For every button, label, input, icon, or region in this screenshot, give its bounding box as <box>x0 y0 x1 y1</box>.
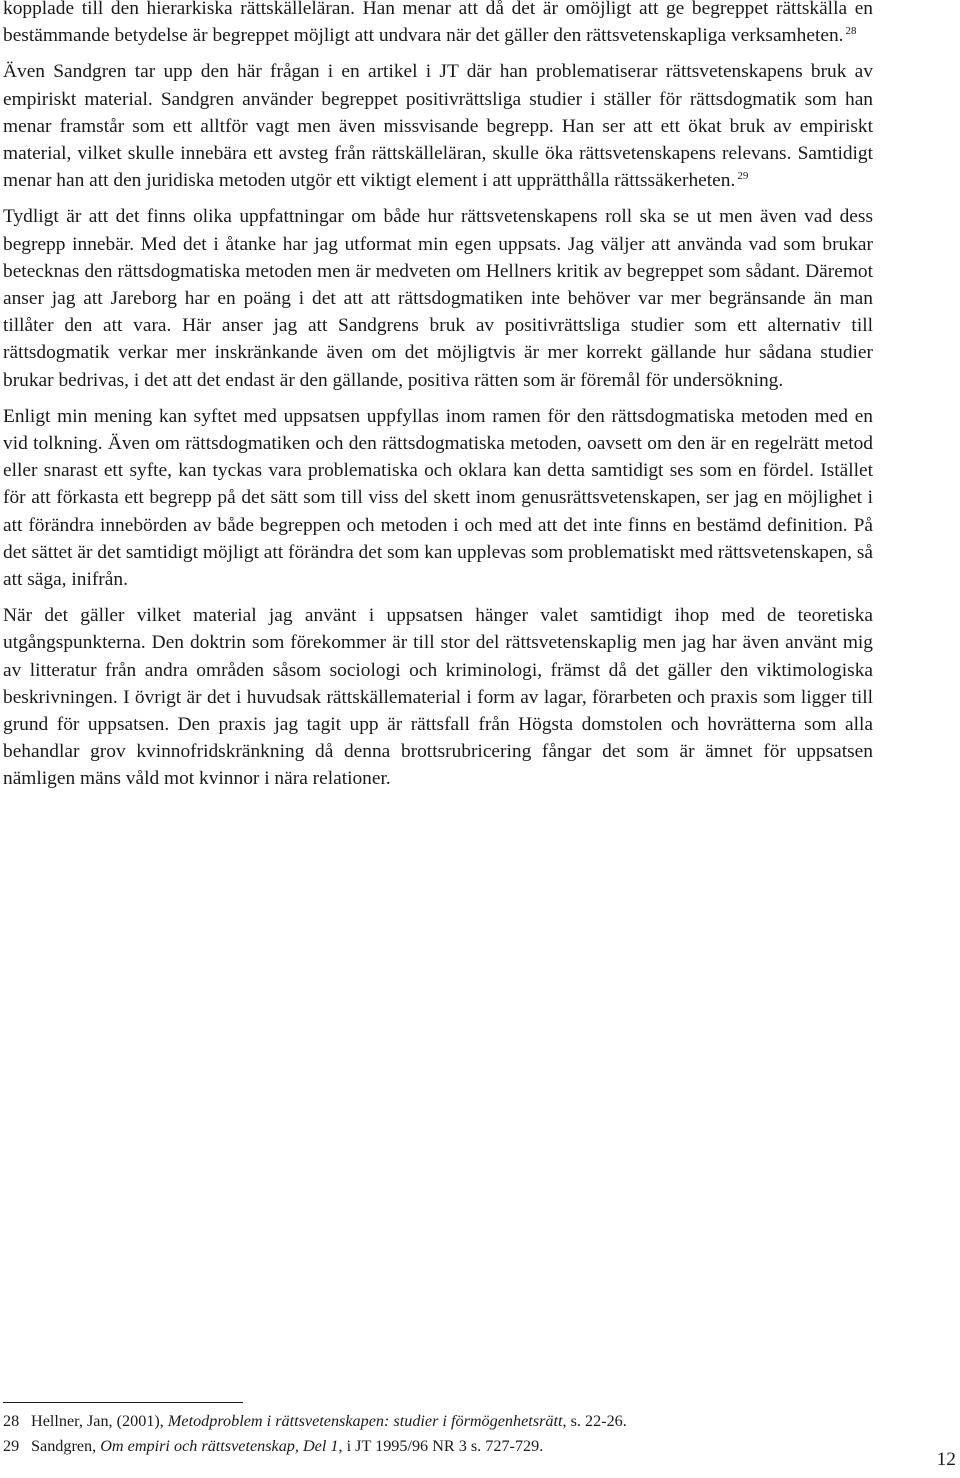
footnote-text: Sandgren, <box>31 1437 101 1455</box>
footnote-reference[interactable]: 28 <box>845 25 857 38</box>
footnote-title: Metodproblem i rättsvetenskapen: studier i förmögenhetsrätt <box>167 1412 563 1430</box>
paragraph-text: Även Sandgren tar upp den här frågan i en artikel i JT där han problematiserar rättsvetenskapens bruk av empiriskt material. Sandgren använder begreppet positivrättsliga studier i ställer för rättsdogmatik som han menar framstår som ett alltför vagt men även missvisande begrepp. Han ser att ett ökat bruk av empiriskt material, vilket skulle innebära ett avsteg från rättskälleläran, skulle öka rättsvetenskapens relevans. Samtidigt menar han att den juridiska metoden utgör ett viktigt element i att upprätthålla rättssäkerheten. <box>3 61 873 192</box>
paragraph-text: Enligt min mening kan syftet med uppsatsen uppfyllas inom ramen för den rättsdogmatiska metoden med en vid tolkning. Även om rättsdogmatiken och den rättsdogmatiska metoden, oavsett om den är en regelrätt metod eller snarast ett syfte, kan tyckas vara problematiska och oklara kan detta samtidigt ses som en fördel. Istället för att förkasta ett begrepp på det sätt som till viss del skett inom genusrättsvetenskapen, ser jag en möjlighet i att förändra innebörden av både begreppen och metoden i och med att det inte finns en bestämd definition. På det sättet är det samtidigt möjligt att förändra det som kan upplevas som problematiskt med rättsvetenskapen, så att säga, inifrån. <box>3 405 873 591</box>
paragraph-text: När det gäller vilket material jag använt i uppsatsen hänger valet samtidigt ihop med de teoretiska utgångspunkterna. Den doktrin som förekommer är till stor del rättsvetenskaplig men jag har även använt mig av litteratur från andra områden såsom sociologi och kriminologi, främst då det gäller den viktimologiska beskrivningen. I övrigt är det i huvudsak rättskällematerial i form av lagar, förarbeten och praxis som ligger till grund för uppsatsen. Den praxis jag tagit upp är rättsfall från Högsta domstolen och hovrätterna som alla behandlar grov kvinnofridskränkning då denna brottsrubricering fångar det som är ämnet för uppsatsen nämligen mäns våld mot kvinnor i nära relationer. <box>3 605 873 790</box>
paragraph-5 <box>3 602 873 792</box>
page-number: 12 <box>936 1449 956 1470</box>
footnote-text: Hellner, Jan, (2001), <box>31 1412 168 1430</box>
footnote-text: , i JT 1995/96 NR 3 s. 727-729. <box>338 1437 544 1455</box>
footnote-28 <box>3 1409 903 1434</box>
paragraph-text: kopplade till den hierarkiska rättskälleläran. Han menar att då det är omöjligt att ge begreppet rättskälla en bestämmande betydelse är begreppet möjligt att undvara när det gäller den rättsvetenskapliga verksamheten. <box>3 0 873 47</box>
paragraph-3 <box>3 203 873 393</box>
paragraph-4 <box>3 403 873 593</box>
footnote-number: 28 <box>3 1412 20 1430</box>
paragraph-text: Tydligt är att det finns olika uppfattningar om både hur rättsvetenskapens roll ska se ut men även vad dess begrepp innebär. Med det i åtanke har jag utformat min egen uppsats. Jag väljer att använda vad som brukar betecknas den rättsdogmatiska metoden men är medveten om Hellners kritik av begreppet som sådant. Däremot anser jag att Jareborg har en poäng i det att att rättsdogmatiken inte behöver var mer begränsande än man tillåter den att vara. Här anser jag att Sandgrens bruk av positivrättsliga studier som ett alternativ till rättsdogmatik verkar mer inskränkande även om det möjligtvis är mer korrekt gällande hur sådana studier brukar bedrivas, i det att det endast är den gällande, positiva rätten som är föremål för undersökning. <box>3 206 873 391</box>
footnote-29 <box>3 1434 903 1459</box>
footnote-divider <box>3 1402 243 1403</box>
footnote-text: , s. 22-26. <box>562 1412 627 1430</box>
paragraph-2 <box>3 58 873 194</box>
footnote-number: 29 <box>3 1437 20 1455</box>
footnote-title: Om empiri och rättsvetenskap, Del 1 <box>100 1437 339 1455</box>
footnote-reference[interactable]: 29 <box>737 170 749 183</box>
document-body <box>3 0 873 802</box>
footnotes-section <box>3 1402 903 1459</box>
paragraph-1 <box>3 0 873 49</box>
